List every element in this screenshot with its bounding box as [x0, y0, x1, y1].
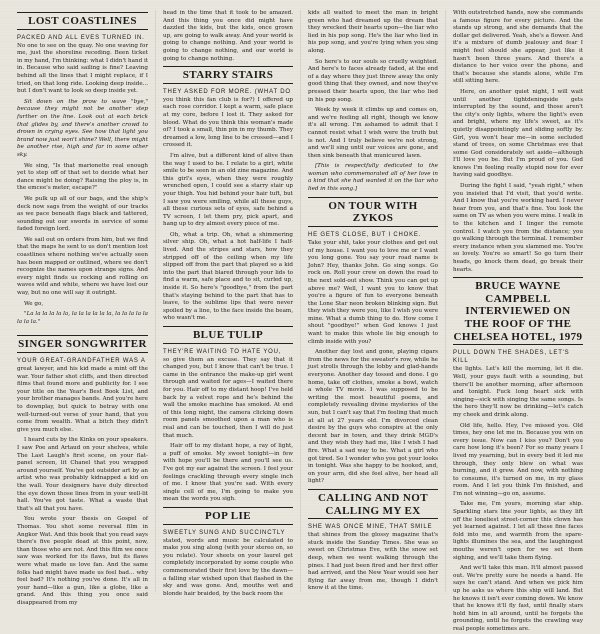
- lyric-paragraph: [This is respectfully dedicated to the woman who commemorated all of her love in a kind that she had wanted it on the liar who lied in this song.]: [308, 163, 438, 193]
- lyric-paragraph: "La la la la la la, la la la la la la, la la la la la la la la.": [17, 311, 148, 325]
- song-title: ON TOUR WITH ZYKOS: [308, 197, 438, 227]
- lyric-paragraph: We go,: [24, 300, 44, 307]
- lyric-paragraph: Week by week it climbs up and comes on, and we're feeling all right, though we know it's all wrong. I'm ashamed to admit that I cannot resist what I wish were the truth but is not. And I truly believe we're not strong, and we'll sing until our voices are gone, and then sink beneath that municured lawn.: [308, 107, 438, 159]
- lyric-paragraph: So here's to our souls so cruelly weighted. And here's to faces already faded, at the end of a day where they just threw away the only good thing that they owned, and now they've pressed their hearts upon, the liar who lied in his pop song.: [308, 58, 438, 103]
- lyric-paragraph: Sit down on the prow to wave "bye," because they might not be another step further on the line. Look out at each brick that glides by, and there's another crowd to drown in crying eyes. See how that light you brand now just won't shine? Well, there might be another rise, high and far in some other sky.: [17, 98, 148, 158]
- lyric-paragraph: And we'll take this man. It'll almost passed out. We're pretty sure he needs a hand. He says he can't stand. And when we pick him up he asks us where this ship will land. But he knows it isn't ever coming down. We know that he knows it'll fly fast, until finally stars hold him in all around, until he forgets the grounding, until he forgets the crawling way real people sometimes are.: [453, 565, 583, 632]
- lyric-paragraph: that shines from the glossy magazine that's stuck inside the Sunday Times. She was so sweet on Christmas Eve, with the snow set deep, when we went walking through the pines. I had just been fired and her first offer had arrived, and the New Year would see her flying far away from me, though I didn't know it at the time.: [308, 532, 438, 592]
- column-2: [155, 10, 300, 597]
- song-bruce-wayne-campbell: [453, 277, 583, 633]
- song-title: BLUE TULIP: [163, 326, 293, 344]
- song-lead-line: SWEETLY SUNG AND SUCCINCTLY: [163, 529, 286, 536]
- lyric-paragraph: We sail out on orders from him, but we find that the maps he sent to us don't mention lost coastlines where nothing we've actually seen has been mapped or outlined, where we don't recognize the names upon strange signs. And every night finds us rocking and rolling on waves wild and white, where we have lost our way, but no one will say it outright.: [17, 236, 148, 297]
- column-3: [300, 10, 445, 592]
- song-lead-line: THEY ASKED FOR MORE. (WHAT DO: [163, 88, 291, 95]
- lyric-paragraph: stated, words and music be calculated to make you sing along (with your stereo on, so you relate). Your sheets on your laurel get completely incorporated by some couple who commemorated their first love by the dawn—a falling star wished upon that flashed in the sky and was gone. And, mouths wet and blonde hair braided, by the back room the: [163, 537, 293, 597]
- lyric-paragraph: We sing, "Is that marionette real enough yet to step off of that set to decide what her dance might be doing? Raising the ploy is, in the emcee's meter, escape?": [17, 162, 148, 192]
- song-title: POP LIE: [163, 507, 293, 525]
- song-calling-and-not-calling-my-ex: [308, 489, 438, 593]
- song-title: CALLING AND NOT CALLING MY EX: [308, 489, 438, 519]
- column-4: [445, 10, 590, 632]
- lyric-paragraph: great lawyer, and his kid made a mint off the war. Your father shot cliffs, and then directed films that found more and publicity for. I see your title on the Year's Best Book List, and your brother manages bands. And you're here to downplay, but quick to betray with one well-turned-out verse of your hand, that you come from wealth. What a bitch they didn't give you much else.: [17, 366, 148, 433]
- lyric-paragraph: Another day lost and gone, playing cigars from the news for the sweater's row, while he just strolls through the lobby and glad-hands everyone. Another day tossed and done. I go home, take off clothes, smoke a bowl, watch a whole TV movie. I was supposed to be writing the most beautiful poems, and completely revealing divine mysteries of the sun, but I can't say that I'm feeling that much at all at 27 years old. I'm divorced clean desire by the guys who conspire at the only decent bar in town, and they drink MGD's and they wish they had me, like I wish I had fire. What a sad way to be. What a girl who got tired. So I wonder who you got your looks in tonight. Was she happy to be hooked, and, on your arm, did she feel alive, her head all light?: [308, 349, 438, 485]
- song-title: LOST COASTLINES: [17, 12, 148, 30]
- song-lead-line: PULL DOWN THE SHADES, LET'S KILL: [453, 350, 570, 365]
- lyric-paragraph: Old life, hello. Hey, I've missed you. Old times, hey one let me in. Because you win on every issue. Now can I kiss you? Don't you care how long it's been? For so many years I lived my yearning, but in every bed it led me through, they only blew on what was burning, and it grew. And now, with nothing to consume, it's turned on me, in my glass room. And I let you think I'm finished, and I'm not winning—go on, assume.: [453, 422, 583, 497]
- song-lead-line: YOUR GREAT-GRANDFATHER WAS A: [17, 358, 146, 365]
- lyric-paragraph: With outstretched hands, now she commands a famous figure for every picture. And the stands up strong, and she demands that the dollar get delivered. Yeah, she's a flower. And it's a mixture of dumb jealousy and fear I might feel should she appear, just like it hasn't been three years. And there's a distance to her voice over the phone, and that's because she stands alone, while I'm still sitting here.: [453, 10, 583, 85]
- lyric-paragraph: Here, on another quiet night, I will wait until another tightdeningside gets interrupted by the sound, and those aren't the city's only lights, where the light's even and bright, where my life's sweet, as it's quietly disappointingly and sliding softly by. Girl, you won't hear me—in some secluded stand of trees, on some Christmas eve that some God considerately set aside—although I'll love you be. But I'm proud of you. God knows I'm feeling really stupid now for ever having said goodbye.: [453, 88, 583, 179]
- song-lead-line: PACKED AND ALL EVES TURNED IN.: [17, 34, 145, 41]
- lyric-paragraph: Oh, what a trip. Oh, what a shimmering silver ship. Oh, what a hot half-life I half-lived. And the stripes and stars, how they stripped off of the ceiling when my life slipped off from the part that played so a kid into the part that blared through your lids to find a warm, safe place and to sit, curled up, inside it. So here's "goodbye," from the part that's staying behind to the part that has to leave, to the sublime lips that were never spoiled by a line, to the face inside the beam, who wasn't me.: [163, 231, 293, 322]
- lyric-paragraph: No one to see on the quay. No one waving for me, just the shoreline receding. Been ticket in my hand, I'm thinking: what I didn't hand it in. Because who said sailing is fine? Leaving behind all the lines that I might replace, if I tried, on that long ride. Looking deep inside... but I don't want to look so deep inside yet.: [17, 42, 148, 95]
- lyric-paragraph: kids all waited to meet the man in bright green who had dreamed up the dream that they wrecked their hearts upon—the liar who lied in his pop song. He's the liar who lied in his pop song, and you're lying when you sing along.: [308, 10, 438, 54]
- song-lead-line: HE GETS CLOSE, BUT I CHOKE.: [308, 231, 422, 238]
- song-singer-songwriter: [17, 335, 148, 607]
- song-title: SINGER SONGWRITER: [17, 335, 148, 353]
- song-lead-line: SHE WAS ONCE MINE, THAT SMILE: [308, 524, 433, 531]
- song-lead-line: THEY'RE WAITING TO HATE YOU,: [163, 348, 282, 355]
- lyric-paragraph: so give them an excuse. They say that it changed you, but I know that can't be true. I came in the entrance the make-up girl went through and waited for ages—I waited there for you. Hair off to my distant hoop! I've held back by a velvet rope and he's behind the wall the smoke machine has smoked. At end of this long night, the camera clicking down room panels smoothed upon a man who is real and can be touched, then I will do just that much.: [163, 356, 293, 439]
- lyric-paragraph: Hair off to my distant hope, a ray of light, a puff of smoke. My sweet tonight—in few with hope you'll be there and you'll see us. I've got my ear against the screen. I feel your feelings crackling through every single inch of me. I know that you're sad. With every single cell of me, I'm going to make you mean the words you sigh.: [163, 443, 293, 503]
- song-title: BRUCE WAYNE CAMPBELL INTERVIEWED ON THE ROOF OF THE CHELSEA HOTEL, 1979: [453, 277, 583, 345]
- lyric-paragraph: the lights. Let's kill the morning, let it die. Well, your guys fault with a sounding, but there'll be another morning, after afternoon and tonight. Fuck long heart sick with singing—sick with singing the same songs. Is the hero they'll now be drinking—let's catch my cheek and drink along.: [453, 366, 583, 418]
- lyric-paragraph: During the fight I said, "yeah right," when you insisted that I'd visit, that you'd write. And I know that you're working hard. I never hear from you, and that's fine. You look the same on TV as when you were mine. I walk in to the kitchen and I linger the remote control. I watch you from the distance; you go walking through the terminal. I remember every instance when you slammed me. You're so lovely. You're so smart! So go turn their heads, go knock them dead, go break their hearts.: [453, 183, 583, 273]
- song-pop-lie: [163, 507, 293, 598]
- lyric-paragraph: We pulk up all of our bags, and the ship's deck now sags from the weight of our tracks as we pace beneath flags black and tattered, sounding out our swords in service of some faded foreign lord.: [17, 195, 148, 233]
- lyric-paragraph: I heard cuts by the Kinks on your speakers. I saw Poe and Artaud on your shelves, while The Last Laugh's first scene, on your flat-panel screen, lit Chanel that you wrapped around yourself. You've got outsider art by an artist who was probably kidnapped a kid on the wall. Your designers have duly directed the eye down those lines from in your well-lit hall. You've got taste. What a waste that that's all that you have.: [17, 437, 148, 512]
- song-lost-coastlines: [17, 12, 148, 326]
- song-blue-tulip: [163, 326, 293, 504]
- song-starry-stairs: [163, 66, 293, 323]
- lyric-paragraph: Take your shit, take your clothes and get out of my house. I want you to love me or I want you long gone. You say your road name is John? Hey, thanks John. Go sing songs. Go rock on. Roll your crew on down the road to the next sold-out show. Think you can get up above me? Well, I want you to know that you're a figure of fun to everyone beneath the Lone Star neon broken blinking sign. But they wish they were you, like I wish you were mine. What a dumb thing to do. How come I shout "goodbye!" when God knows I just want to make this whole lie big enough to climb inside with you?: [308, 239, 438, 345]
- lyric-paragraph: You wrote your thesis on Gospel of Thomas. You shot some reversal film in Angkor Wat. And this book that you read says there's five people dead at this point, now, than those who are not. And this film we once saw was worked for its flaws, but its flaws were what made us love fan. And the same folks had might have made us feel bad... why feel bad? It's nothing you've done. It's all in your hand—like a gun, like a globe, like a grand. And this thing you once said disappeared from my: [17, 516, 148, 606]
- song-title: STARRY STAIRS: [163, 66, 293, 84]
- lyric-paragraph: I'm alive, but a different kind of alive than the way I used to be. I relate to a girl, white smile to be seen in an old zine magazine. And this girl's eyes, when they were roughly wrenched open, I could see a starry stair up your thigh. You hid behind your hair tuft, but I saw you were smiling, while all these guys, all these curious sets of eyes, safe behind a TV screen, I let them pry, pick apart, and hang up to dry almost every piece of me.: [163, 152, 293, 228]
- column-1: [10, 10, 155, 606]
- song-on-tour-with-zykos: [308, 197, 438, 486]
- lyric-paragraph: Take me, I'm yours, morning star ship. Sparkling stars line your lights, as they lift off the loneliest street-corner this clown has yet learned against. I let all these fine faces fold into me, and warmth from the spare-lights illumines the sea, and the laughingest mouths weren't open for we set them sighing, and we'll take them flying.: [453, 501, 583, 561]
- lyric-paragraph: head in the time that it took to be amazed. And this thing you once did might have dazzled the kids, but the kids, once grown up, are going to walk away. And your world is going to change nothing. And your world is going to change nothing, and our world is going to change nothing.: [163, 10, 293, 62]
- lyric-paragraph: you think this fan club is for?) I offered up each rose corridor. I kept a warm, safe place at my core, before I lost it. They asked for blood. What do you think this woman's made of? I took a small, thin pin in my thumb. They dreamed a low, long line to be crossed—and I crossed it.: [163, 96, 293, 149]
